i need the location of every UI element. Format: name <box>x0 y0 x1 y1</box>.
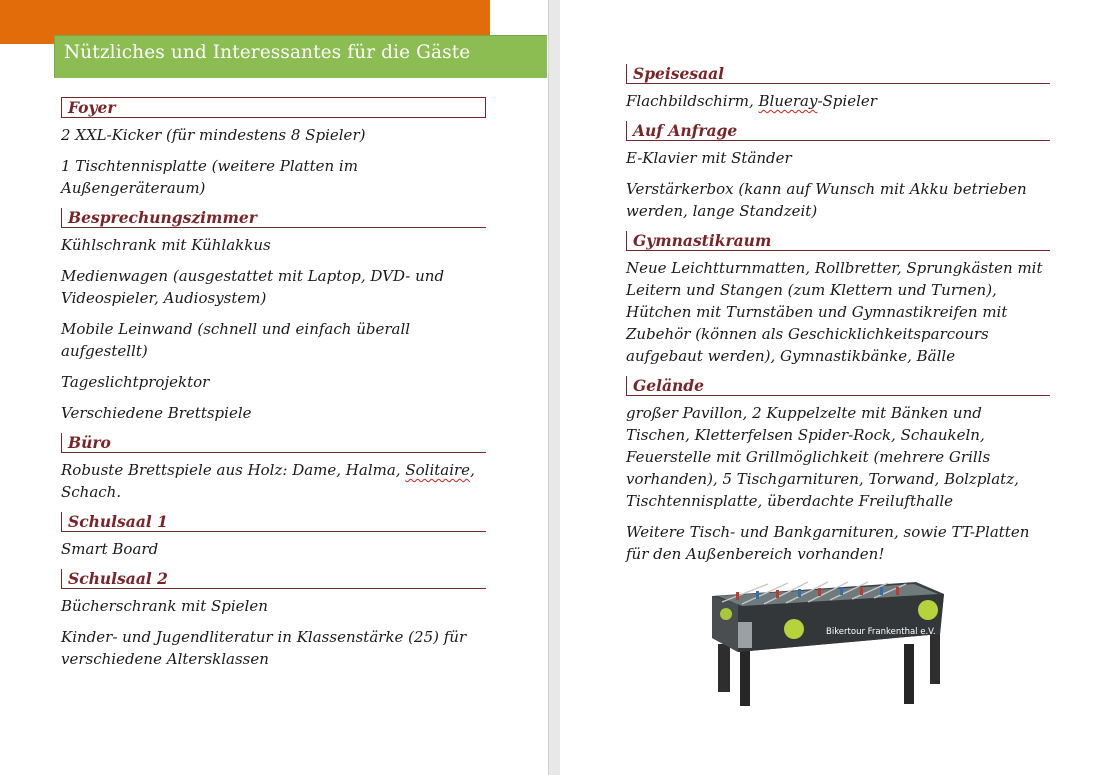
list-item: Kinder- und Jugendliteratur in Klassenstärke (25) für verschiedene Altersklassen <box>61 628 467 668</box>
list-item: Bücherschrank mit Spielen <box>61 597 268 615</box>
kicker-label: Bikertour Frankenthal e.V. <box>826 627 936 637</box>
list-item: Mobile Leinwand (schnell und einfach überall aufgestellt) <box>61 320 411 360</box>
list-item: 1 Tischtennisplatte (weitere Platten im Außengeräteraum) <box>61 157 358 197</box>
section-heading: Gymnastikraum <box>626 231 1050 251</box>
list-item: Verschiedene Brettspiele <box>61 404 252 422</box>
list-item: E-Klavier mit Ständer <box>626 149 792 167</box>
spellcheck-flagged-word: Solitaire <box>405 461 471 479</box>
section-heading: Büro <box>61 433 486 453</box>
list-item: großer Pavillon, 2 Kuppelzelte mit Bänken und Tischen, Kletterfelsen Spider-Rock, Schaukeln, Feuerstelle mit Grillmöglichkeit (mehrere Grills vorhanden), 5 Tischgarnituren, Torwand, Bolzplatz, Tischtennisplatte, überdachte Freilufthalle <box>626 404 1019 510</box>
item-text: -Spieler <box>817 92 877 110</box>
list-item: 2 XXL-Kicker (für mindestens 8 Spieler) <box>61 126 366 144</box>
item-text: , Schach. <box>61 461 475 501</box>
section-heading: Schulsaal 2 <box>61 569 486 589</box>
list-item: Neue Leichtturnmatten, Rollbretter, Sprungkästen mit Leitern und Stangen (zum Klettern und Turnen), Hütchen mit Turnstäben und Gymnastikreifen mit Zubehör (können als Geschicklichkeitsparcours aufgebaut werden), Gymnastikbänke, Bälle <box>626 259 1043 365</box>
banner-title: Nützliches und Interessantes für die Gäste <box>64 42 471 63</box>
section-heading: Foyer <box>61 97 486 118</box>
section-heading: Schulsaal 1 <box>61 512 486 532</box>
spellcheck-flagged-word: Blueray <box>758 92 818 110</box>
list-item <box>626 90 1050 112</box>
list-item: Tageslichtprojektor <box>61 373 210 391</box>
list-item: Medienwagen (ausgestattet mit Laptop, DVD- und Videospieler, Audiosystem) <box>61 267 445 307</box>
section-heading: Besprechungszimmer <box>61 208 486 228</box>
list-item <box>61 459 486 503</box>
list-item: Kühlschrank mit Kühlakkus <box>61 236 271 254</box>
title-banner <box>54 35 547 78</box>
section-heading: Speisesaal <box>626 64 1050 84</box>
item-text: Robuste Brettspiele aus Holz: Dame, Halma, <box>61 461 406 479</box>
section-heading: Gelände <box>626 376 1050 396</box>
list-item: Smart Board <box>61 540 159 558</box>
foosball-table-image <box>708 574 948 714</box>
item-text: Flachbildschirm, <box>626 92 759 110</box>
section-heading: Auf Anfrage <box>626 121 1050 141</box>
list-item: Verstärkerbox (kann auf Wunsch mit Akku betrieben werden, lange Standzeit) <box>626 180 1027 220</box>
right-column <box>626 64 1050 574</box>
left-column <box>61 97 486 679</box>
list-item: Weitere Tisch- und Bankgarnituren, sowie TT-Platten für den Außenbereich vorhanden! <box>626 523 1030 563</box>
